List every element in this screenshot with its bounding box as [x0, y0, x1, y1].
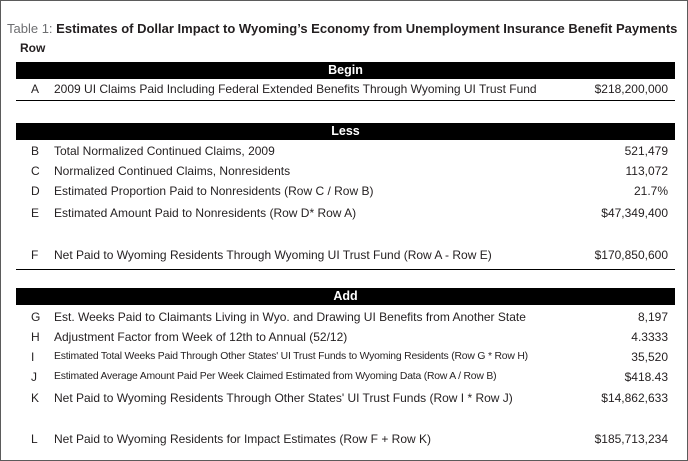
- row-description: Net Paid to Wyoming Residents Through Wyoming UI Trust Fund (Row A - Row E): [54, 248, 492, 262]
- row-key: J: [31, 370, 37, 384]
- row-key: A: [31, 82, 40, 96]
- table-row-k: [16, 389, 675, 407]
- row-key: I: [31, 350, 35, 364]
- row-description: 2009 UI Claims Paid Including Federal Extended Benefits Through Wyoming UI Trust Fund: [54, 82, 537, 96]
- table-row-e: [16, 204, 675, 222]
- table-row-f: [16, 246, 675, 264]
- row-key: B: [31, 144, 40, 158]
- table-row-a: [16, 80, 675, 98]
- section-heading-less: Less: [16, 123, 675, 140]
- row-description: Total Normalized Continued Claims, 2009: [54, 144, 275, 158]
- row-key: D: [31, 184, 40, 198]
- row-description: Est. Weeks Paid to Claimants Living in Wyo. and Drawing UI Benefits from Another State: [54, 310, 526, 324]
- row-value: $170,850,600: [594, 248, 668, 262]
- section-heading-add: Add: [16, 288, 675, 305]
- row-value: $218,200,000: [594, 82, 668, 96]
- row-value: $47,349,400: [601, 206, 668, 220]
- row-value: $14,862,633: [601, 391, 668, 405]
- row-value: $185,713,234: [594, 432, 668, 446]
- row-key: G: [31, 310, 41, 324]
- row-value: 4.3333: [631, 330, 668, 344]
- table-row-b: [16, 142, 675, 160]
- row-key: F: [31, 248, 39, 262]
- row-description: Estimated Total Weeks Paid Through Other States' UI Trust Funds to Wyoming Residents (Row G * Row H): [54, 351, 528, 362]
- row-description: Adjustment Factor from Week of 12th to Annual (52/12): [54, 330, 348, 344]
- row-value: 21.7%: [633, 184, 668, 198]
- table-label: Table 1:: [7, 21, 53, 36]
- table-row-h: [16, 328, 675, 346]
- row-description: Estimated Average Amount Paid Per Week Claimed Estimated from Wyoming Data (Row A / Row B): [54, 371, 497, 382]
- row-description: Normalized Continued Claims, Nonresidents: [54, 164, 291, 178]
- table-row-i: [16, 348, 675, 366]
- table-row-l: [16, 430, 675, 448]
- row-column-header: Row: [20, 41, 46, 55]
- row-description: Estimated Amount Paid to Nonresidents (Row D* Row A): [54, 206, 357, 220]
- row-key: L: [31, 432, 38, 446]
- row-description: Estimated Proportion Paid to Nonresidents (Row C / Row B): [54, 184, 374, 198]
- row-value: 521,479: [624, 144, 668, 158]
- row-key: H: [31, 330, 40, 344]
- section-divider: [16, 269, 675, 270]
- row-value: 8,197: [637, 310, 668, 324]
- row-value: 35,520: [631, 350, 668, 364]
- row-key: K: [31, 391, 40, 405]
- table-row-g: [16, 308, 675, 326]
- row-key: E: [31, 206, 40, 220]
- row-key: C: [31, 164, 40, 178]
- row-description: Net Paid to Wyoming Residents Through Other States' UI Trust Funds (Row I * Row J): [54, 391, 513, 405]
- row-description: Net Paid to Wyoming Residents for Impact Estimates (Row F + Row K): [54, 432, 432, 446]
- section-heading-begin: Begin: [16, 62, 675, 79]
- table-row-d: [16, 182, 675, 200]
- table-row-c: [16, 162, 675, 180]
- row-value: $418.43: [624, 370, 668, 384]
- row-value: 113,072: [625, 164, 668, 178]
- table-row-j: [16, 368, 675, 386]
- section-divider: [16, 100, 675, 101]
- table-title-text: Estimates of Dollar Impact to Wyoming’s Economy from Unemployment Insurance Benefit Payments: [56, 21, 678, 36]
- table-title: [7, 21, 677, 37]
